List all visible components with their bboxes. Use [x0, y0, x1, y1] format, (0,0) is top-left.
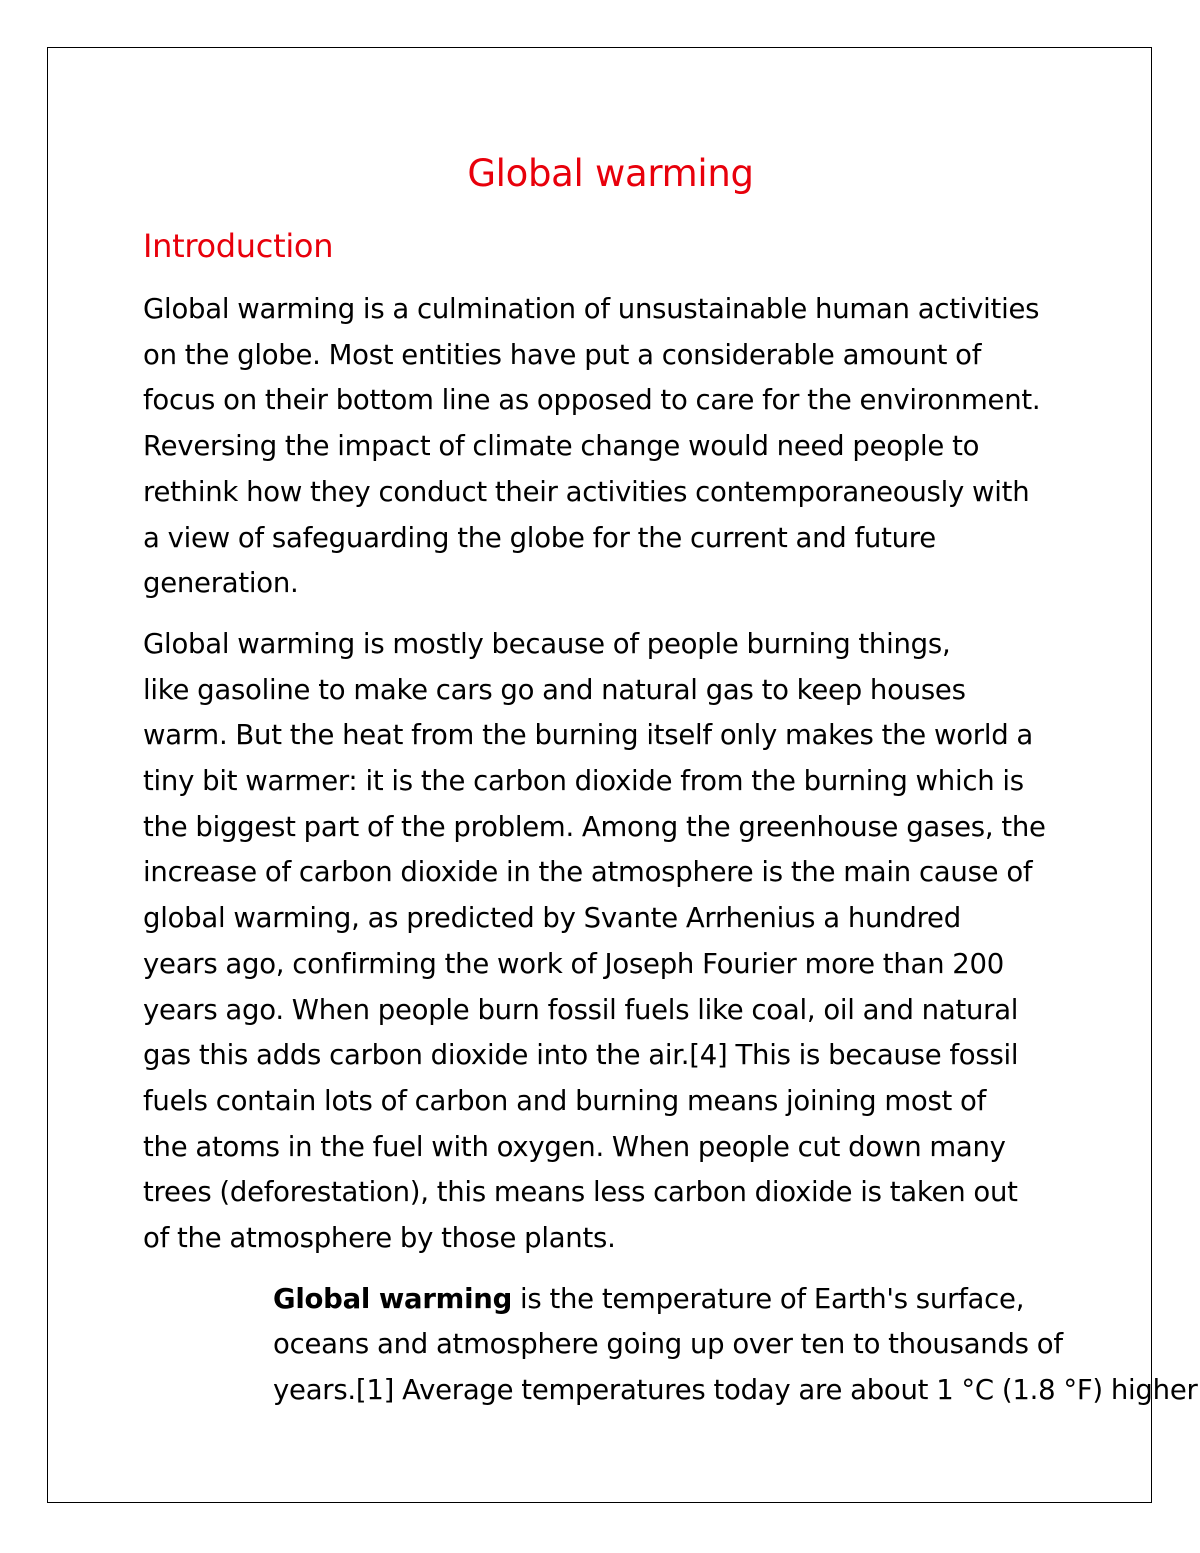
- paragraph-line: tiny bit warmer: it is the carbon dioxide from the burning which is: [143, 765, 1024, 798]
- paragraph-line: on the globe. Most entities have put a considerable amount of: [143, 338, 982, 371]
- paragraph-line-rest: is the temperature of Earth's surface,: [512, 1282, 1025, 1315]
- paragraph-line: fuels contain lots of carbon and burning means joining most of: [143, 1084, 987, 1117]
- section-heading-introduction: Introduction: [143, 227, 334, 265]
- paragraph-line: the biggest part of the problem. Among the greenhouse gases, the: [143, 810, 1046, 843]
- paragraph-line: like gasoline to make cars go and natural gas to keep houses: [143, 673, 966, 706]
- paragraph-1: [143, 287, 1078, 607]
- paragraph-2: [143, 622, 1078, 1262]
- paragraph-line: years.[1] Average temperatures today are about 1 °C (1.8 °F) higher: [273, 1374, 1198, 1407]
- paragraph-line: Reversing the impact of climate change would need people to: [143, 430, 980, 463]
- document-body: [143, 148, 1198, 1414]
- paragraph-line: oceans and atmosphere going up over ten to thousands of: [273, 1328, 1063, 1361]
- bold-term: Global warming: [273, 1282, 513, 1315]
- paragraph-line: Global warming is mostly because of people burning things,: [143, 627, 951, 660]
- paragraph-line: warm. But the heat from the burning itself only makes the world a: [143, 719, 1034, 752]
- paragraph-line: trees (deforestation), this means less carbon dioxide is taken out: [143, 1176, 1018, 1209]
- paragraph-line: generation.: [143, 567, 299, 600]
- paragraph-line: increase of carbon dioxide in the atmosphere is the main cause of: [143, 856, 1033, 889]
- paragraph-line: gas this adds carbon dioxide into the air.[4] This is because fossil: [143, 1039, 1019, 1072]
- paragraph-line: a view of safeguarding the globe for the current and future: [143, 521, 936, 554]
- paragraph-line: of the atmosphere by those plants.: [143, 1222, 616, 1255]
- paragraph-line: years ago. When people burn fossil fuels like coal, oil and natural: [143, 993, 1019, 1026]
- paragraph-line: focus on their bottom line as opposed to care for the environment.: [143, 384, 1041, 417]
- document-title: Global warming: [467, 152, 754, 195]
- paragraph-line: Global warming is a culmination of unsustainable human activities: [143, 293, 1040, 325]
- paragraph-line: years ago, confirming the work of Joseph Fourier more than 200: [143, 947, 1005, 980]
- paragraph-3: [143, 1277, 1198, 1414]
- paragraph-line: the atoms in the fuel with oxygen. When people cut down many: [143, 1130, 1006, 1163]
- paragraph-line: global warming, as predicted by Svante Arrhenius a hundred: [143, 902, 961, 935]
- paragraph-line: rethink how they conduct their activities contemporaneously with: [143, 475, 1030, 508]
